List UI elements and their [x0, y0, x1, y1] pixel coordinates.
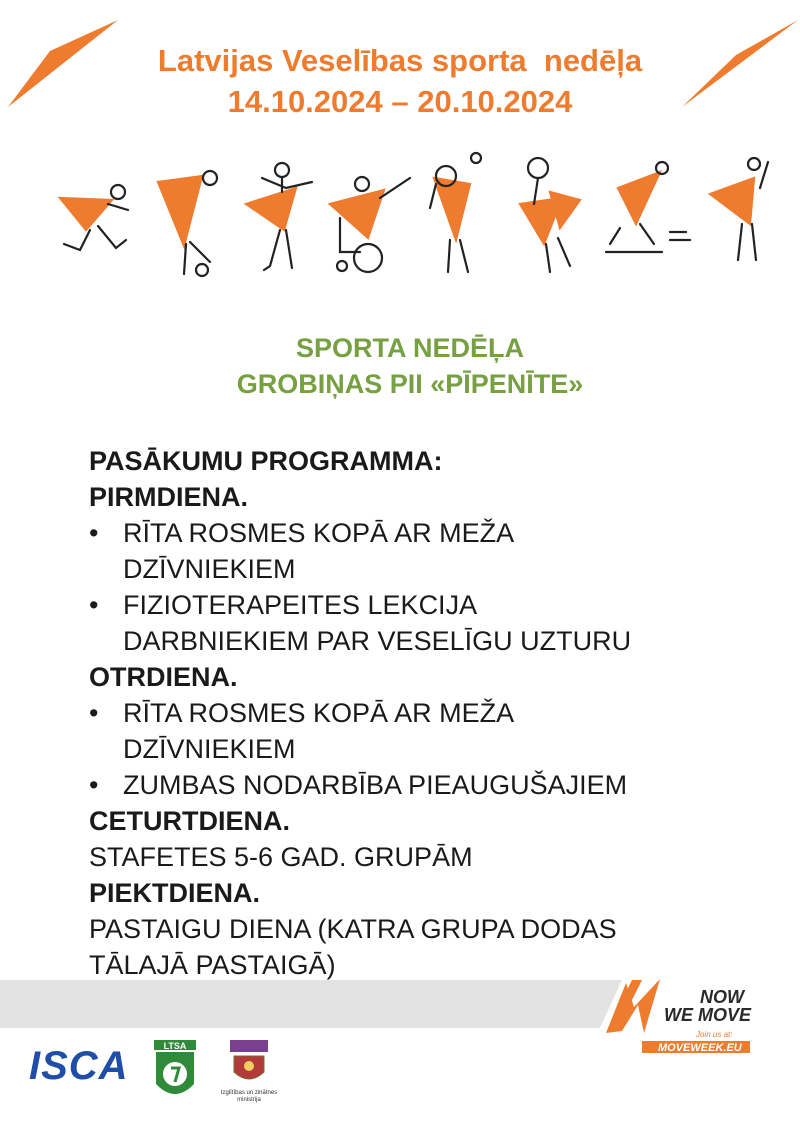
list-item [89, 767, 789, 803]
program-heading: PASĀKUMU PROGRAMMA: [89, 446, 443, 476]
list-item-line: • FIZIOTERAPEITES LEKCIJA [123, 590, 478, 620]
figure-skateboarder-icon [606, 162, 690, 252]
header-dates: 14.10.2024 – 20.10.2024 [227, 84, 573, 119]
ministry-label: Izglītības un zinātnes ministrija [220, 1090, 278, 1103]
sport-figures [50, 148, 790, 280]
day-tuesday: OTRDIENA. [89, 662, 238, 692]
list-item-line: • ZUMBAS NODARBĪBA PIEAUGUŠAJIEM [123, 770, 628, 800]
day-thursday-text: STAFETES 5-6 GAD. GRUPĀM [89, 842, 473, 872]
event-title-line1: SPORTA NEDĒĻA [295, 333, 524, 363]
list-item-line: DARBNIEKIEM PAR VESELĪGU UZTURU [123, 626, 632, 656]
list-item-line: • RĪTA ROSMES KOPĀ AR MEŽA [123, 518, 515, 548]
event-title-line2: GROBIŅAS PII «PĪPENĪTE» [236, 369, 584, 399]
figure-footballer-icon [158, 171, 217, 276]
list-item [89, 515, 789, 587]
day-friday-text-1: PASTAIGU DIENA (KATRA GRUPA DODAS [89, 914, 617, 944]
isca-logo: ISCA [29, 1044, 129, 1088]
nwm-join: Join us at: [696, 1030, 733, 1039]
figure-wheelchair-icon [330, 177, 410, 272]
list-item [89, 695, 789, 767]
figure-basketball-icon [430, 153, 481, 272]
ministry-coat-of-arms [224, 1038, 274, 1088]
header-title [0, 40, 800, 122]
figure-standing-icon [710, 158, 768, 260]
day-friday-text-2: TĀLAJĀ PASTAIGĀ) [89, 950, 336, 980]
list-item-line: DZĪVNIEKIEM [123, 734, 296, 764]
figure-dancer-icon [246, 163, 312, 270]
ltsa-logo [152, 1038, 198, 1106]
program [89, 443, 789, 983]
ltsa-label: LTSA [163, 1041, 187, 1051]
day-thursday: CETURTDIENA. [89, 806, 290, 836]
list-item-line: DZĪVNIEKIEM [123, 554, 296, 584]
nwm-line2: WE MOVE [664, 1005, 752, 1025]
now-we-move-logo [600, 975, 760, 1057]
list-item [89, 587, 789, 659]
event-title [0, 330, 800, 402]
list-item-line: • RĪTA ROSMES KOPĀ AR MEŽA [123, 698, 515, 728]
nwm-line1: NOW [700, 987, 744, 1007]
figure-dancer-pair-icon [520, 158, 580, 272]
day-monday: PIRMDIENA. [89, 482, 249, 512]
figure-runner-icon [60, 185, 128, 250]
header-title-line1: Latvijas Veselības sporta nedēļa [157, 43, 643, 78]
day-friday: PIEKTDIENA. [89, 878, 261, 908]
nwm-url: MOVEWEEK.EU [658, 1042, 742, 1054]
